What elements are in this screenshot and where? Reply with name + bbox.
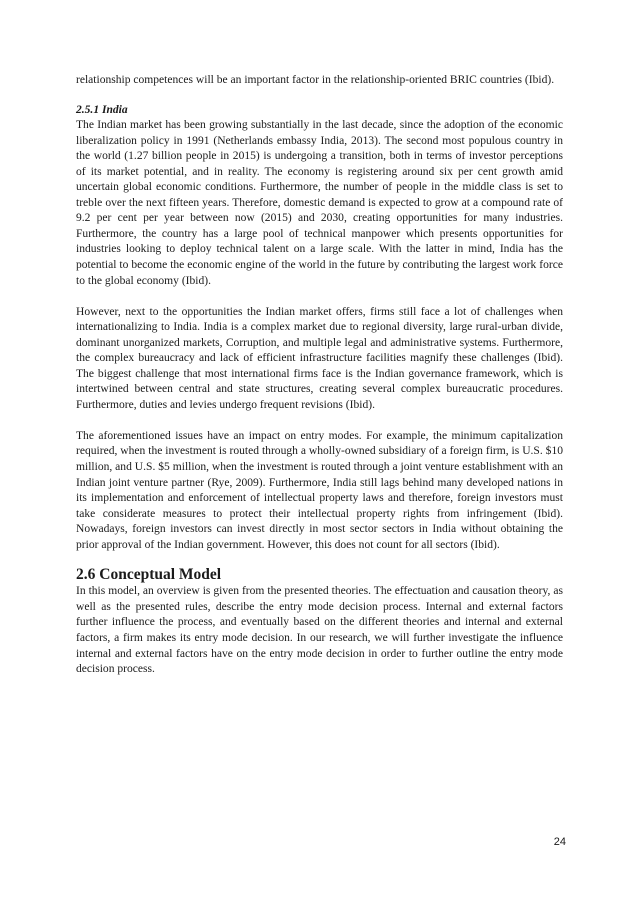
conceptual-model-paragraph: In this model, an overview is given from the presented theories. The effectuation and causation theory, as well as the presented rules, describe the entry mode decision process. Internal and external factors further influence the process, and eventually based on the different theories and internal and external factors, a firm makes its entry mode decision. In our research, we will further investigate the influence internal and external factors have on the entry mode decision in order to further outline the entry mode decision process. <box>76 585 563 676</box>
page-number: 24 <box>553 836 566 848</box>
document-page <box>76 73 563 678</box>
india-paragraph-2: However, next to the opportunities the Indian market offers, firms still face a lot of challenges when internationalizing to India. India is a complex market due to regional diversity, large rural-urban divide, dominant unorganized markets, Corruption, and multiple legal and administrative systems. Furthermore, the complex bureaucracy and lack of efficient infrastructure facilities magnify these challenges (Ibid). The biggest challenge that most international firms face is the Indian governance framework, which is intertwined between central and state structures, creating several complex bureaucratic procedures. Furthermore, duties and levies undergo frequent revisions (Ibid). <box>76 305 563 411</box>
section-india-heading: 2.5.1 India <box>76 103 128 116</box>
section-conceptual-model-heading: 2.6 Conceptual Model <box>76 566 222 584</box>
intro-continuation-paragraph: relationship competences will be an important factor in the relationship-oriented BRIC countries (Ibid). <box>76 74 555 86</box>
india-paragraph-1: The Indian market has been growing substantially in the last decade, since the adoption of the economic liberalization policy in 1991 (Netherlands embassy India, 2013). The second most populous country in the world (1.27 billion people in 2015) is undergoing a transition, both in terms of investor perceptions of its market potential, and in reality. The economy is registering around six per cent growth amid uncertain global economic conditions. Furthermore, the number of people in the middle class is set to treble over the next fifteen years. Therefore, domestic demand is expected to grow at a compound rate of 9.2 per cent per year between now (2015) and 2030, creating opportunities for many industries. Furthermore, the country has a large pool of technical manpower which presents opportunities for industries looking to deploy technical talent on a large scale. With the latter in mind, India has the potential to become the economic engine of the world in the future by contributing the largest work force to the global economy (Ibid). <box>76 119 563 287</box>
india-paragraph-3: The aforementioned issues have an impact on entry modes. For example, the minimum capitalization required, when the investment is routed through a wholly-owned subsidiary of a foreign firm, is U.S. $10 million, and U.S. $5 million, when the investment is routed through a joint venture establishment with an Indian joint venture partner (Rye, 2009). Furthermore, India still lags behind many developed nations in its implementation and enforcement of intellectual property laws and therefore, foreign investors must take considerate measures to protect their intellectual property rights from infringement (Ibid). Nowadays, foreign investors can invest directly in most sector sectors in India without obtaining the prior approval of the Indian government. However, this does not count for all sectors (Ibid). <box>76 429 563 551</box>
